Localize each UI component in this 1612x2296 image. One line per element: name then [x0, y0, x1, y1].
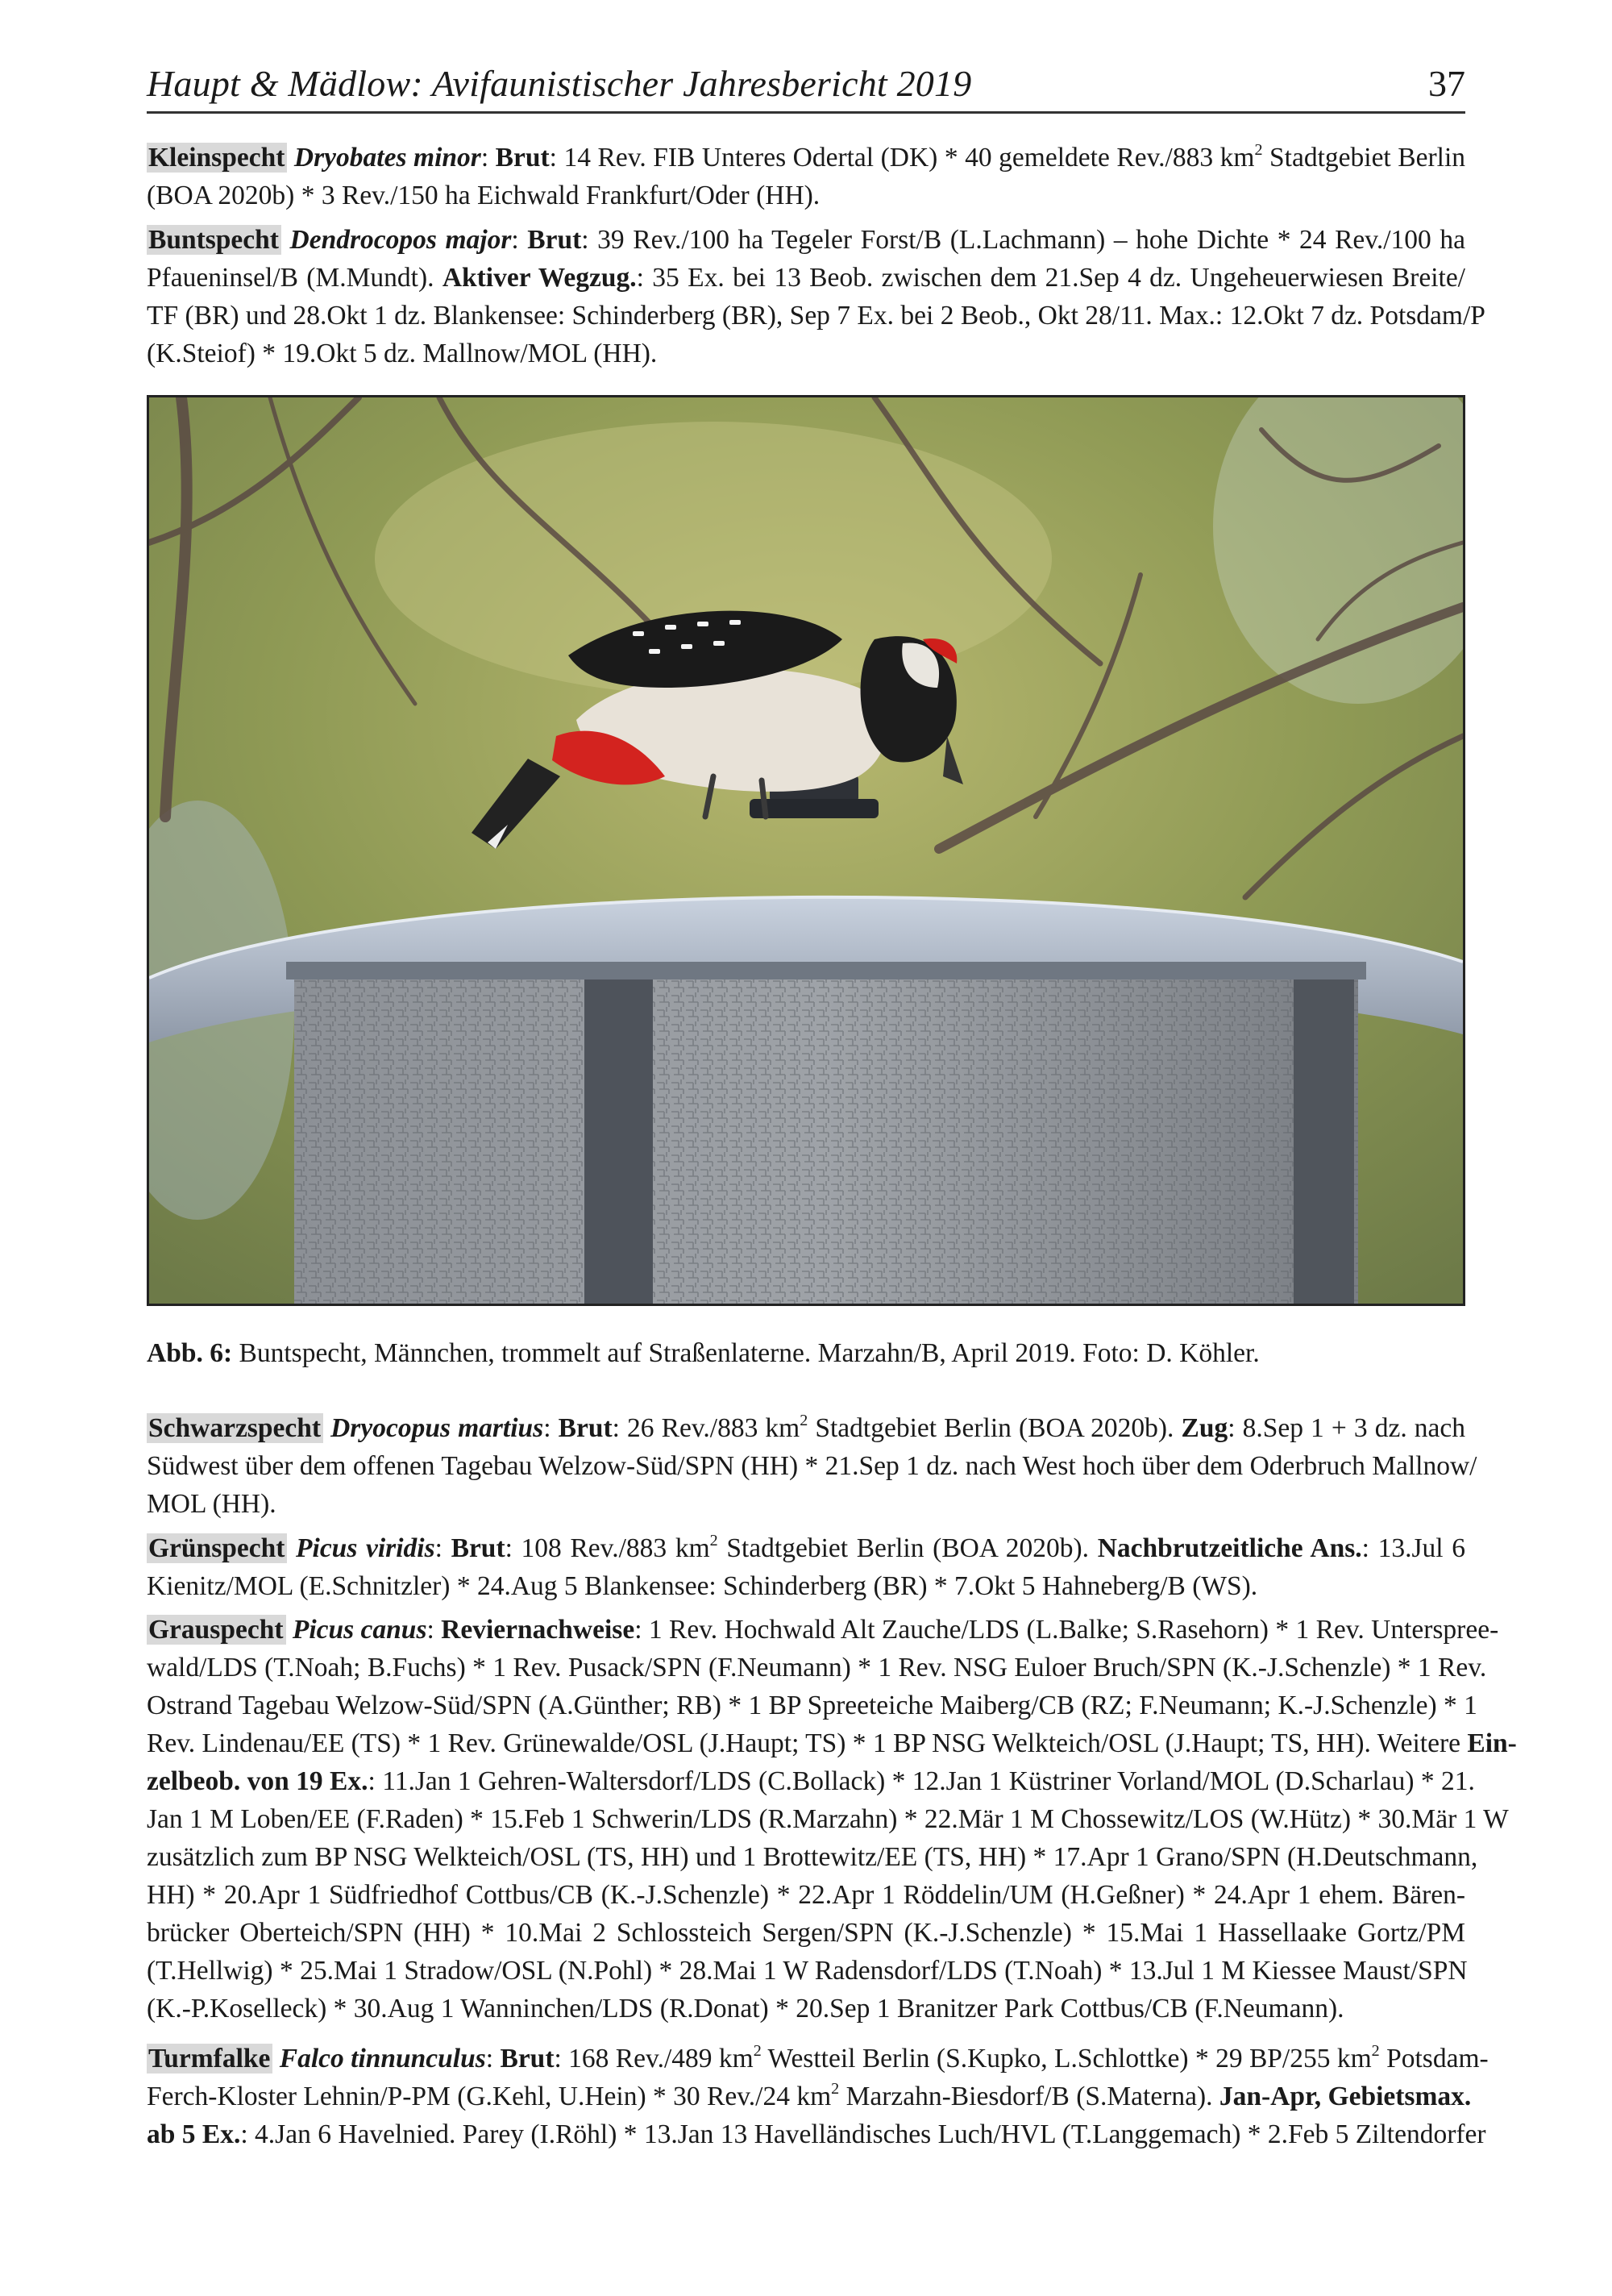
scientific-name: Dendrocopos major: [289, 225, 512, 255]
text-run: : 14 Rev. FIB Unteres Odertal (DK) * 40 gemeldete Rev./883 km: [549, 143, 1255, 173]
text-run: : 11.Jan 1 Gehren-Waltersdorf/LDS (C.Bollack) * 12.Jan 1 Küstriner Vorland/MOL (D.Scharlau) * 21.: [368, 1766, 1475, 1796]
running-title: Haupt & Mädlow: Avifaunistischer Jahresbericht 2019: [147, 63, 972, 104]
scientific-name: Dryobates minor: [293, 143, 481, 173]
text-run: Stadtgebiet Berlin (BOA 2020b).: [808, 1413, 1182, 1443]
text-line: [147, 335, 1465, 372]
running-header: [147, 61, 1465, 114]
text-run: : 26 Rev./883 km: [612, 1413, 800, 1443]
species-name: Grünspecht: [147, 1533, 287, 1563]
species-entry-buntspecht: [147, 221, 1485, 372]
text-run: Stadtgebiet Berlin (BOA 2020b).: [717, 1533, 1098, 1563]
bold-term: Brut: [558, 1413, 613, 1443]
text-line: [147, 139, 1465, 177]
figure-photo: [147, 395, 1465, 1306]
text-run: Ferch-Kloster Lehnin/P-PM (G.Kehl, U.Hein) * 30 Rev./24 km: [147, 2082, 832, 2111]
text-run: :: [511, 225, 528, 255]
text-run: Ostrand Tagebau Welzow-Süd/SPN (A.Günther; RB) * 1 BP Spreeteiche Maiberg/CB (RZ; F.Neumann; K.-J.Schenzle) * 1: [147, 1691, 1477, 1720]
text-line: [147, 1649, 1487, 1687]
bold-term: Ein-: [1467, 1728, 1517, 1758]
species-name: Grauspecht: [147, 1615, 286, 1645]
text-run: : 168 Rev./489 km: [554, 2044, 754, 2073]
text-line: [147, 1724, 1517, 1762]
text-run: TF (BR) und 28.Okt 1 dz. Blankensee: Schinderberg (BR), Sep 7 Ex. bei 2 Beob., Okt 28/11. Max.: 12.Okt 7 dz. Potsdam/P: [147, 301, 1485, 331]
text-line: [147, 297, 1485, 335]
text-run: Westteil Berlin (S.Kupko, L.Schlottke) * 29 BP/255 km: [761, 2044, 1372, 2073]
text-run: Rev. Lindenau/EE (TS) * 1 Rev. Grünewalde/OSL (J.Haupt; TS) * 1 BP NSG Welkteich/OSL (J.Haupt; TS, HH). Weitere: [147, 1728, 1468, 1758]
text-line: [147, 1990, 1465, 2028]
text-line: [147, 1914, 1465, 1952]
text-run: : 8.Sep 1 + 3 dz. nach: [1228, 1413, 1466, 1443]
bold-term: Brut: [500, 2044, 555, 2073]
species-name: Schwarzspecht: [147, 1413, 323, 1443]
text-run: brücker Oberteich/SPN (HH) * 10.Mai 2 Schlossteich Sergen/SPN (K.-J.Schenzle) * 15.Mai 1 Hassellaake Gortz/PM: [147, 1918, 1465, 1948]
text-run: :: [426, 1615, 442, 1645]
superscript: 2: [1371, 2041, 1380, 2060]
text-run: (K.Steiof) * 19.Okt 5 dz. Mallnow/MOL (HH).: [147, 339, 658, 368]
text-line: [147, 1485, 1465, 1523]
bold-term: Jan-Apr, Gebietsmax.: [1219, 2082, 1472, 2111]
species-name: Kleinspecht: [147, 143, 287, 173]
text-run: :: [434, 1533, 451, 1563]
text-run: :: [480, 143, 496, 173]
species-entry-grauspecht: [147, 1611, 1517, 2028]
text-line: [147, 1800, 1509, 1838]
text-run: (BOA 2020b) * 3 Rev./150 ha Eichwald Frankfurt/Oder (HH).: [147, 181, 821, 210]
text-line: [147, 1952, 1468, 1990]
text-run: (T.Hellwig) * 25.Mai 1 Stradow/OSL (N.Pohl) * 28.Mai 1 W Radensdorf/LDS (T.Noah) * 13.Jul 1 M Kiessee Maust/SPN: [147, 1956, 1468, 1986]
text-run: Stadtgebiet Berlin: [1262, 143, 1466, 173]
text-line: [147, 1529, 1465, 1567]
superscript: 2: [831, 2079, 840, 2098]
bold-term: Aktiver Wegzug.: [442, 263, 637, 293]
text-run: MOL (HH).: [147, 1489, 276, 1519]
text-line: [147, 221, 1465, 259]
scientific-name: Picus canus: [292, 1615, 427, 1645]
bold-term: Brut: [527, 225, 582, 255]
bold-term: Nachbrutzeitliche Ans.: [1097, 1533, 1362, 1563]
figure-caption: [147, 1338, 1260, 1369]
text-run: : 108 Rev./883 km: [505, 1533, 710, 1563]
scientific-name: Picus viridis: [296, 1533, 435, 1563]
text-line: [147, 1838, 1478, 1876]
text-run: zusätzlich zum BP NSG Welkteich/OSL (TS, HH) und 1 Brottewitz/EE (TS, HH) * 17.Apr 1 Grano/SPN (H.Deutschmann,: [147, 1842, 1478, 1872]
text-line: [147, 1409, 1465, 1447]
caption-text: Buntspecht, Männchen, trommelt auf Straßenlaterne. Marzahn/B, April 2019. Foto: D. Köhler.: [232, 1338, 1260, 1368]
bold-term: ab 5 Ex.: [147, 2119, 241, 2149]
text-line: [147, 1762, 1475, 1800]
text-line: [147, 1567, 1465, 1605]
text-line: [147, 2040, 1489, 2078]
text-run: : 35 Ex. bei 13 Beob. zwischen dem 21.Sep 4 dz. Ungeheuerwiesen Breite/: [636, 263, 1465, 293]
text-run: Jan 1 M Loben/EE (F.Raden) * 15.Feb 1 Schwerin/LDS (R.Marzahn) * 22.Mär 1 M Chossewitz/LOS (W.Hütz) * 30.Mär 1 W: [147, 1804, 1509, 1834]
species-name: Buntspecht: [147, 225, 281, 255]
text-line: [147, 1876, 1465, 1914]
species-entry-kleinspecht: [147, 139, 1465, 214]
bold-term: zelbeob. von 19 Ex.: [147, 1766, 368, 1796]
bold-term: Reviernachweise: [441, 1615, 635, 1645]
text-line: [147, 1687, 1477, 1724]
text-line: [147, 1611, 1499, 1649]
bold-term: Brut: [495, 143, 550, 173]
text-run: Pfaueninsel/B (M.Mundt).: [147, 263, 442, 293]
text-run: :: [485, 2044, 501, 2073]
species-name: Turmfalke: [147, 2044, 272, 2073]
bold-term: Zug: [1181, 1413, 1228, 1443]
text-run: Südwest über dem offenen Tagebau Welzow-Süd/SPN (HH) * 21.Sep 1 dz. nach West hoch über dem Oderbruch Mallnow/: [147, 1451, 1477, 1481]
text-run: Potsdam-: [1379, 2044, 1489, 2073]
species-entry-gruenspecht: [147, 1529, 1465, 1605]
text-run: Marzahn-Biesdorf/B (S.Materna).: [839, 2082, 1219, 2111]
text-run: : 4.Jan 6 Havelnied. Parey (I.Röhl) * 13.Jan 13 Havelländisches Luch/HVL (T.Langgemach) * 2.Feb 5 Ziltendorfer: [240, 2119, 1486, 2149]
text-line: [147, 2115, 1486, 2153]
species-entry-turmfalke: [147, 2040, 1489, 2153]
text-line: [147, 2078, 1472, 2115]
text-run: wald/LDS (T.Noah; B.Fuchs) * 1 Rev. Pusack/SPN (F.Neumann) * 1 Rev. NSG Euloer Bruch/SPN (K.-J.Schenzle) * 1 Rev.: [147, 1653, 1487, 1682]
text-run: : 39 Rev./100 ha Tegeler Forst/B (L.Lachmann) – hohe Dichte * 24 Rev./100 ha: [581, 225, 1465, 255]
scientific-name: Falco tinnunculus: [279, 2044, 486, 2073]
page-number: 37: [1428, 63, 1465, 104]
text-run: : 13.Jul 6: [1361, 1533, 1465, 1563]
superscript: 2: [1254, 140, 1263, 159]
superscript: 2: [800, 1411, 808, 1429]
text-line: [147, 1447, 1477, 1485]
bold-term: Brut: [451, 1533, 505, 1563]
text-run: : 1 Rev. Hochwald Alt Zauche/LDS (L.Balke; S.Rasehorn) * 1 Rev. Unterspree-: [634, 1615, 1499, 1645]
scientific-name: Dryocopus martius: [330, 1413, 544, 1443]
woodpecker-on-street-lamp-image: [149, 397, 1463, 1304]
superscript: 2: [709, 1531, 718, 1549]
text-run: Kienitz/MOL (E.Schnitzler) * 24.Aug 5 Blankensee: Schinderberg (BR) * 7.Okt 5 Hahneberg/B (WS).: [147, 1571, 1258, 1601]
text-line: [147, 259, 1465, 297]
species-entry-schwarzspecht: [147, 1409, 1477, 1523]
text-line: [147, 177, 1465, 214]
text-run: (K.-P.Koselleck) * 30.Aug 1 Wanninchen/LDS (R.Donat) * 20.Sep 1 Branitzer Park Cottbus/CB (F.Neumann).: [147, 1994, 1344, 2024]
text-run: HH) * 20.Apr 1 Südfriedhof Cottbus/CB (K.-J.Schenzle) * 22.Apr 1 Röddelin/UM (H.Geßner) * 24.Apr 1 ehem. Bären-: [147, 1880, 1465, 1910]
text-run: :: [543, 1413, 559, 1443]
caption-label: Abb. 6:: [147, 1338, 233, 1368]
superscript: 2: [753, 2041, 762, 2060]
